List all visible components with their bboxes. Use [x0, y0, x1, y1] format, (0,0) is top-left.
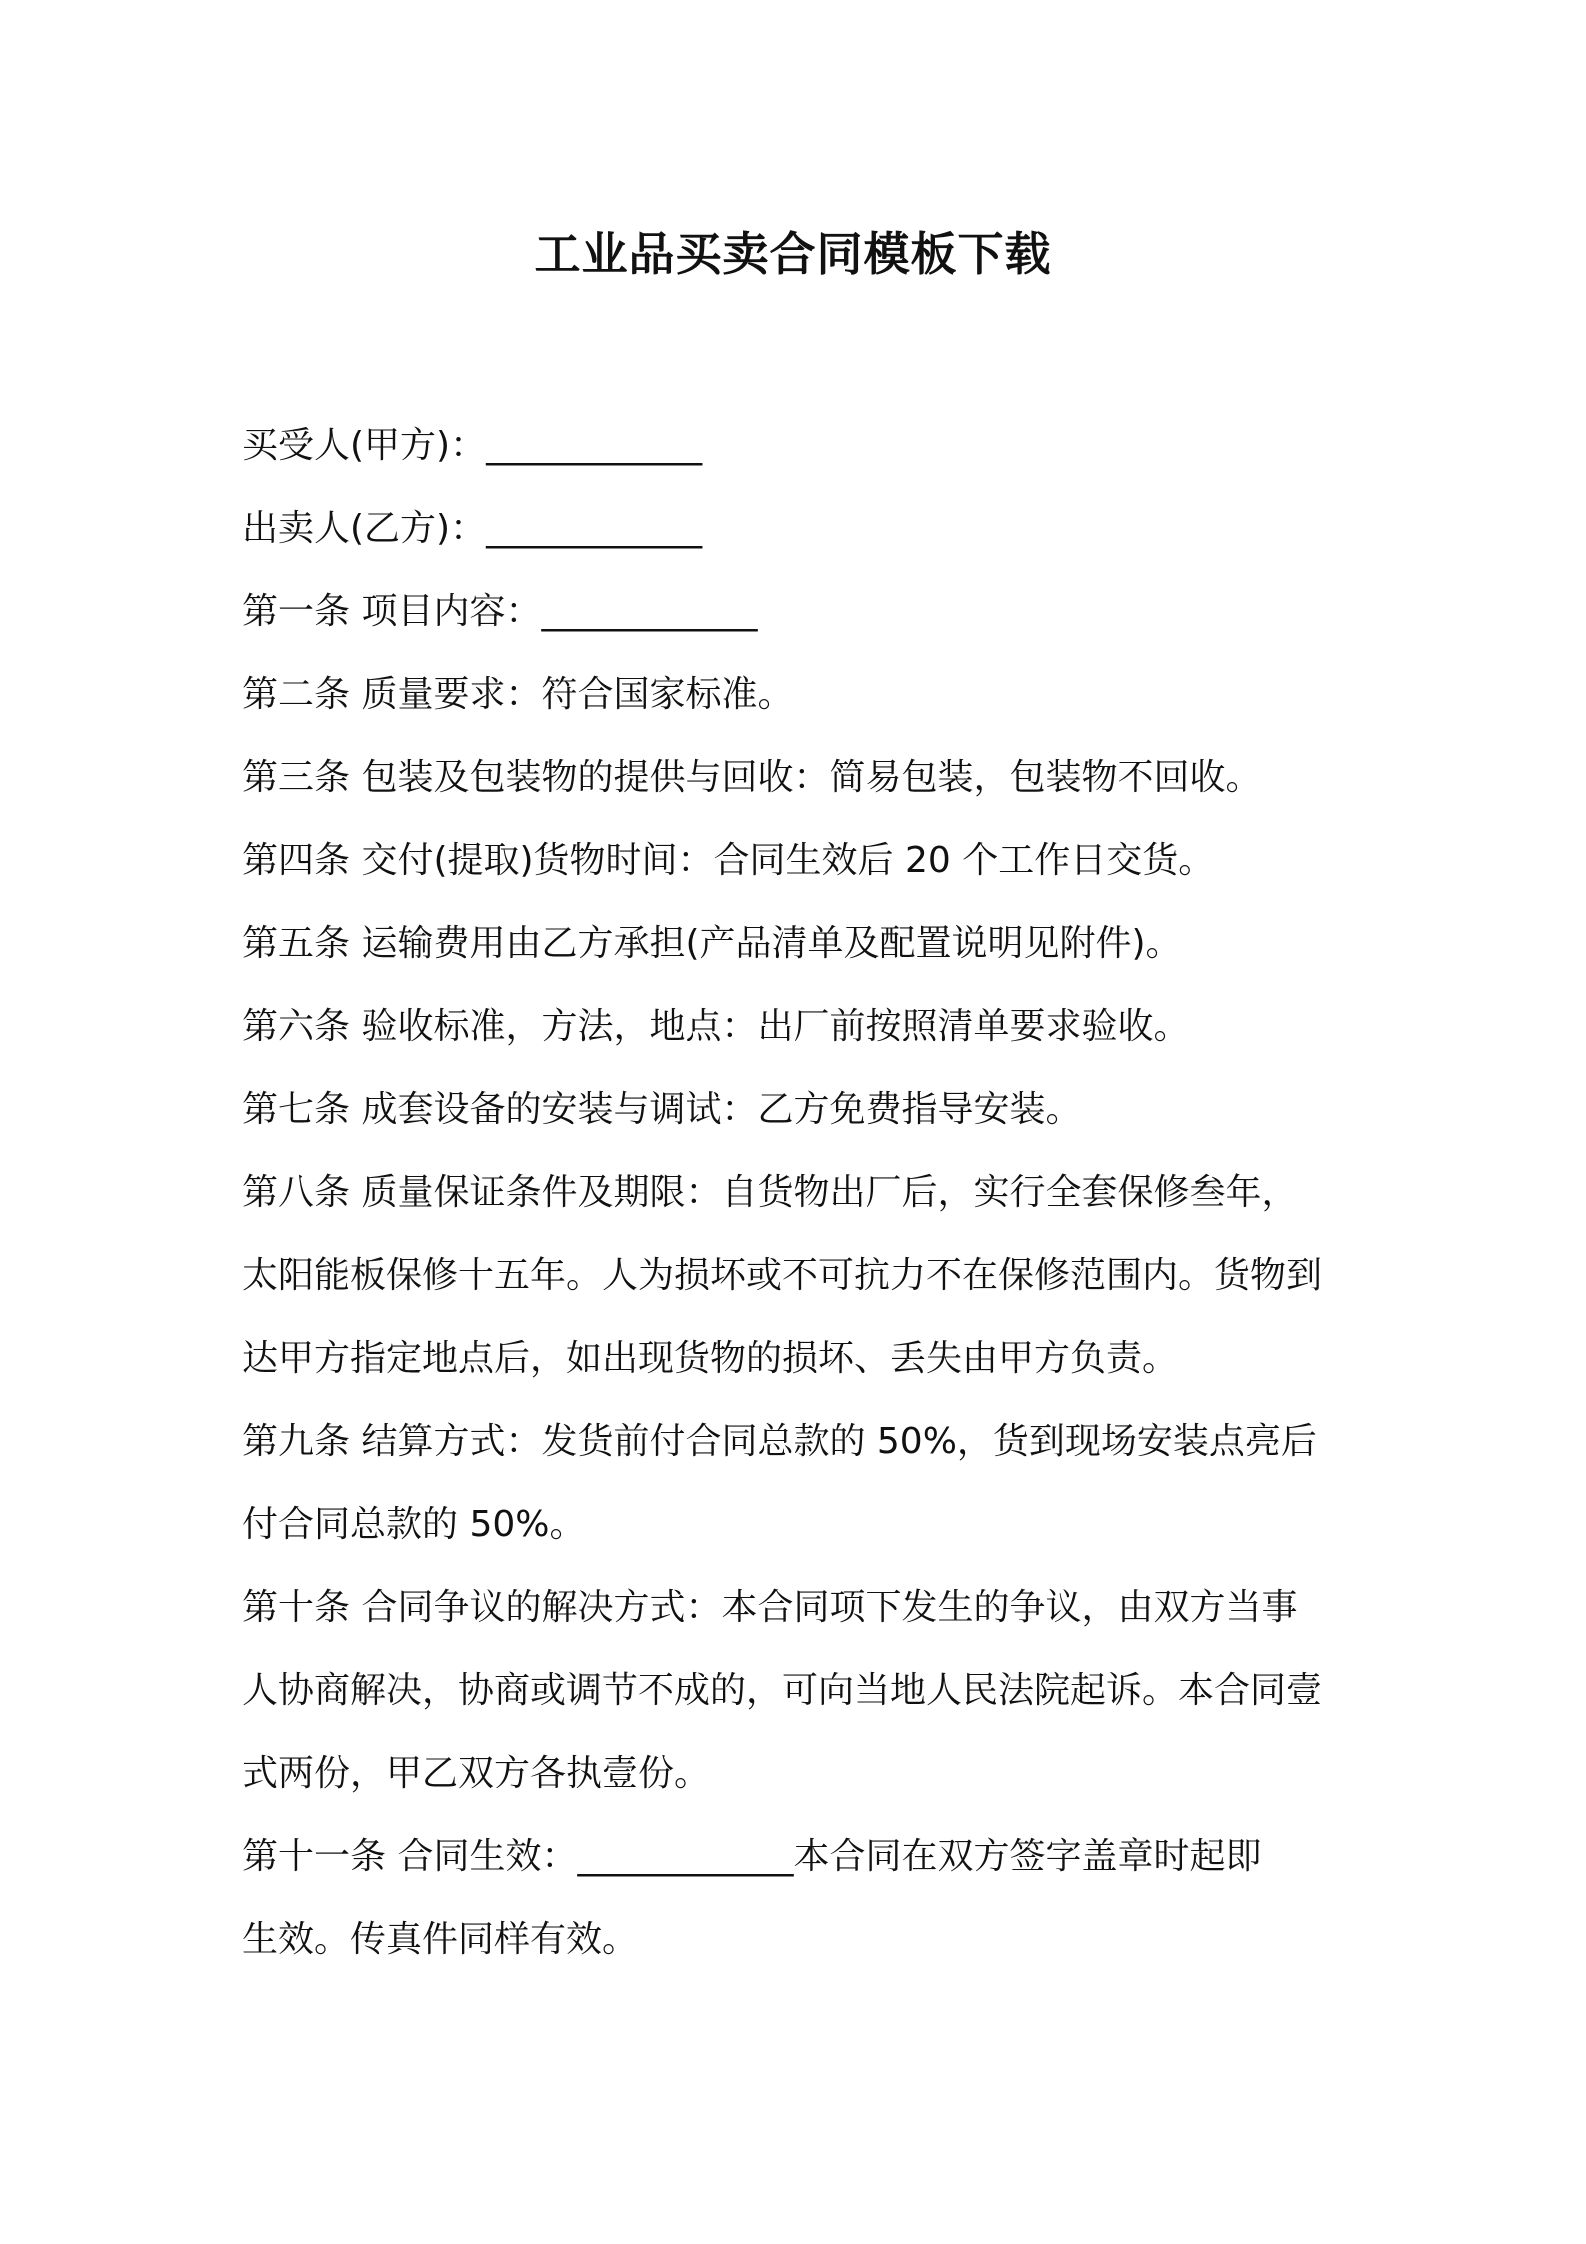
document-title: 工业品买卖合同模板下载	[534, 227, 1052, 281]
article-9-line-1: 第九条 结算方式：发货前付合同总款的 50%，货到现场安装点亮后	[242, 1421, 1317, 1462]
article-11-line-1: 第十一条 合同生效：____________本合同在双方签字盖章时起即	[242, 1836, 1262, 1877]
article-10-line-2: 人协商解决，协商或调节不成的，可向当地人民法院起诉。本合同壹	[242, 1670, 1323, 1711]
article-8-line-3: 达甲方指定地点后，如出现货物的损坏、丢失由甲方负责。	[242, 1338, 1179, 1379]
article-2: 第二条 质量要求：符合国家标准。	[242, 674, 794, 715]
article-1: 第一条 项目内容：____________	[242, 591, 758, 632]
article-6: 第六条 验收标准，方法，地点：出厂前按照清单要求验收。	[242, 1006, 1190, 1047]
article-3: 第三条 包装及包装物的提供与回收：简易包装，包装物不回收。	[242, 757, 1262, 798]
article-8-line-2: 太阳能板保修十五年。人为损坏或不可抗力不在保修范围内。货物到	[242, 1255, 1323, 1296]
article-4: 第四条 交付(提取)货物时间：合同生效后 20 个工作日交货。	[242, 840, 1215, 881]
article-11-line-2: 生效。传真件同样有效。	[242, 1919, 639, 1960]
article-7: 第七条 成套设备的安装与调试：乙方免费指导安装。	[242, 1089, 1082, 1130]
article-5: 第五条 运输费用由乙方承担(产品清单及配置说明见附件)。	[242, 923, 1182, 964]
article-10-line-1: 第十条 合同争议的解决方式：本合同项下发生的争议，由双方当事	[242, 1587, 1298, 1628]
buyer-line: 买受人(甲方)：____________	[242, 425, 703, 466]
article-10-line-3: 式两份，甲乙双方各执壹份。	[242, 1753, 711, 1794]
article-8-line-1: 第八条 质量保证条件及期限：自货物出厂后，实行全套保修叁年，	[242, 1172, 1298, 1213]
document-body	[242, 404, 1362, 1981]
seller-line: 出卖人(乙方)：____________	[242, 508, 703, 549]
article-9-line-2: 付合同总款的 50%。	[242, 1504, 586, 1545]
